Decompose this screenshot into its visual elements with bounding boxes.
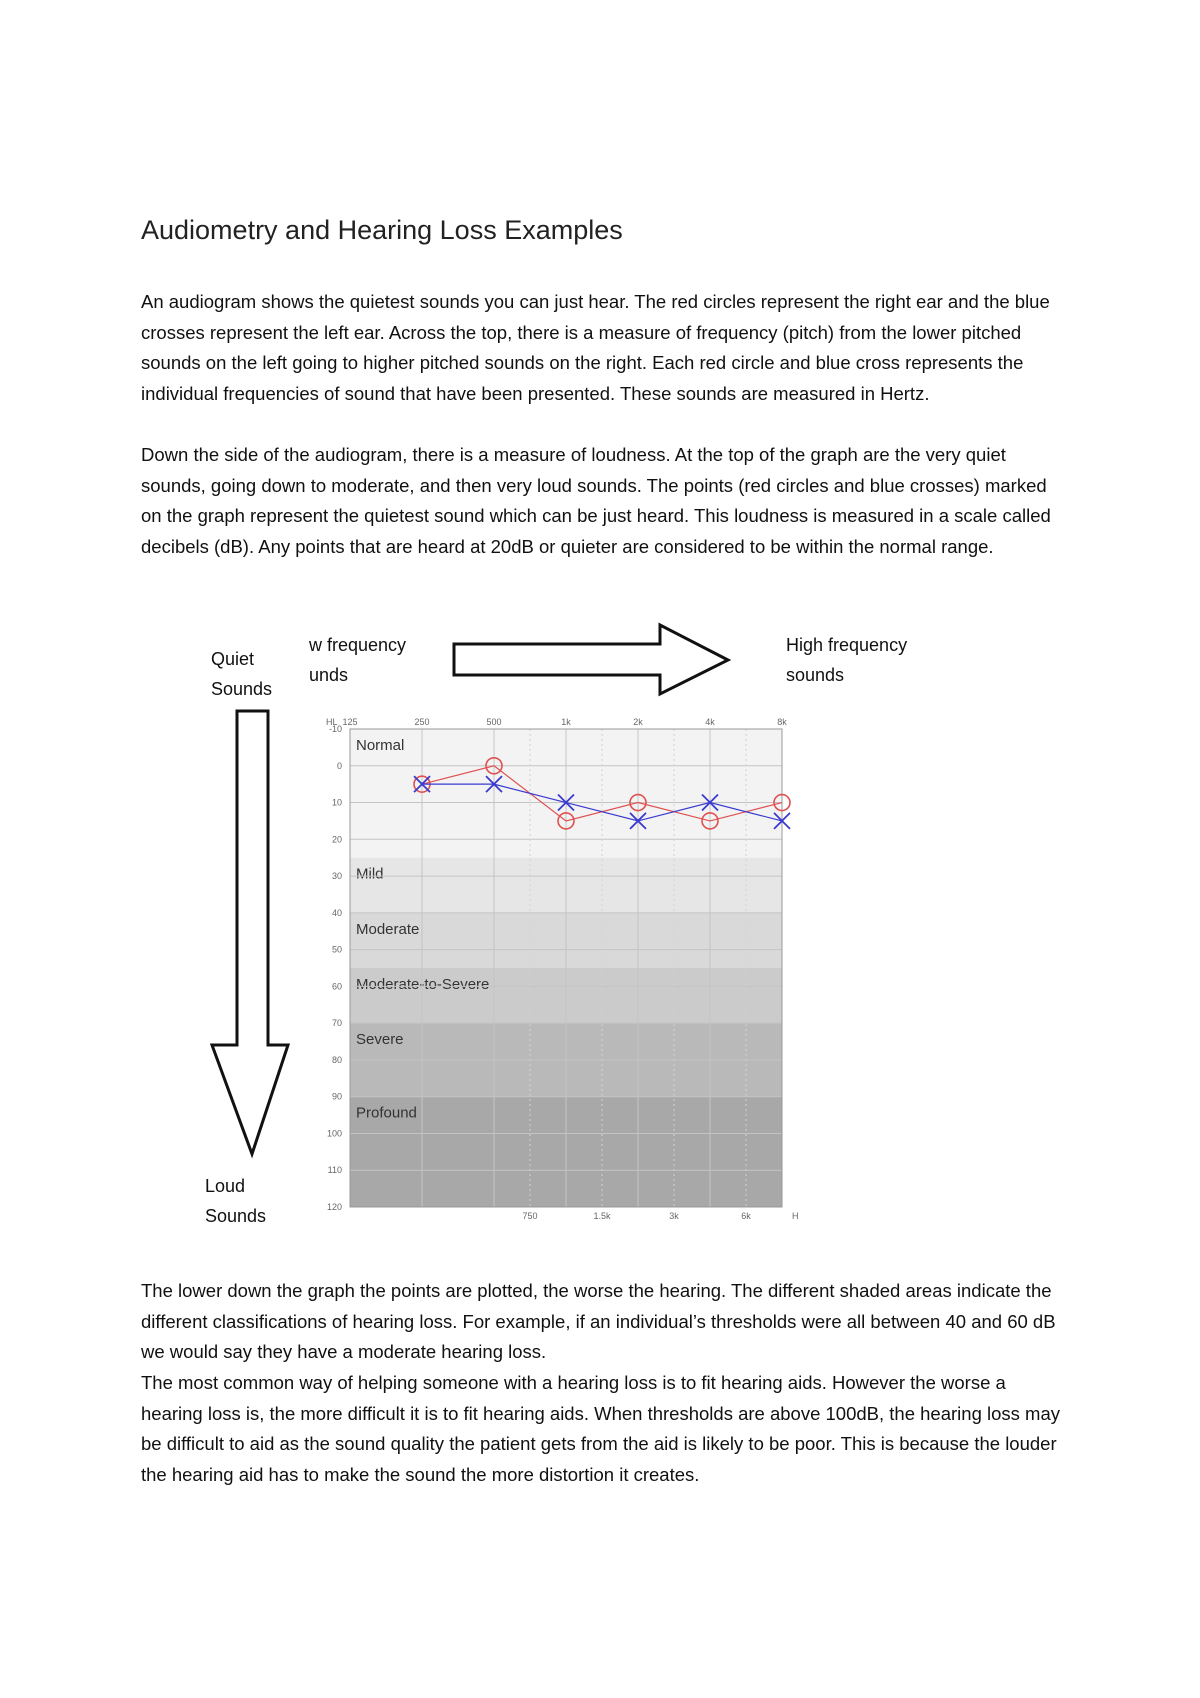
y-tick-label: 80 — [331, 1054, 342, 1065]
bottom-tick-label: 3k — [669, 1211, 679, 1221]
high-frequency-label: High frequency sounds — [786, 635, 908, 685]
bottom-tick-label: 750 — [522, 1211, 538, 1221]
y-axis-label: HL — [326, 717, 338, 727]
top-tick-label: 4k — [705, 717, 715, 727]
y-tick-label: 60 — [331, 981, 342, 992]
band-label: Mild — [356, 865, 384, 883]
audiogram-chart — [326, 717, 799, 1221]
band-label: Profound — [356, 1104, 417, 1122]
page-title: Audiometry and Hearing Loss Examples — [141, 215, 623, 245]
top-tick-label: 250 — [414, 717, 430, 727]
quiet-sounds-label: Quiet Sounds — [211, 649, 273, 699]
x-unit-label: H — [792, 1211, 799, 1221]
hearing-aids-paragraph: The most common way of helping someone with a hearing loss is to fit hearing aids. However the worse a hearing loss is, the more difficult it is to fit hearing aids. When thresholds are above 100dB, the hearing loss may be difficult to aid as the sound quality the patient gets from the aid is likely to be poor. This is because the louder the hearing aid has to make the sound the more distortion it creates. — [141, 1372, 1060, 1485]
top-tick-label: 8k — [777, 717, 787, 727]
top-tick-label: 2k — [633, 717, 643, 727]
loudness-arrow — [212, 711, 288, 1154]
y-tick-label: 20 — [331, 834, 342, 845]
y-tick-label: 90 — [331, 1091, 342, 1102]
loudness-paragraph: Down the side of the audiogram, there is a measure of loudness. At the top of the graph are the very quiet sounds, going down to moderate, and then very loud sounds. The points (red circles and blue crosses) marked on the graph represent the quietest sound which can be just heard. This loudness is measured in a scale called decibels (dB). Any points that are heard at 20dB or quieter are considered to be within the normal range. — [141, 444, 1051, 557]
bottom-tick-label: 6k — [741, 1211, 751, 1221]
y-tick-label: 40 — [331, 907, 342, 918]
band-label: Moderate-to-Severe — [356, 976, 490, 993]
frequency-arrow — [454, 625, 728, 694]
y-tick-label: 0 — [336, 760, 342, 771]
intro-paragraph: An audiogram shows the quietest sounds you can just hear. The red circles represent the right ear and the blue crosses represent the left ear. Across the top, there is a measure of frequency (pitch) from the lower pitched sounds on the left going to higher pitched sounds on the right. Each red circle and blue cross represents the individual frequencies of sound that have been presented. These sounds are measured in Hertz. — [141, 291, 1050, 404]
y-tick-label: 30 — [331, 871, 342, 882]
top-tick-label: 1k — [561, 717, 571, 727]
y-tick-label: 100 — [326, 1128, 342, 1139]
y-tick-label: -10 — [328, 724, 342, 734]
classification-paragraph: The lower down the graph the points are plotted, the worse the hearing. The different shaded areas indicate the different classifications of hearing loss. For example, if an individual’s thresholds were all between 40 and 60 dB we would say they have a moderate hearing loss. — [141, 1280, 1056, 1362]
low-frequency-label: w frequency unds — [309, 635, 407, 685]
y-tick-label: 110 — [327, 1165, 342, 1176]
bottom-tick-label: 1.5k — [593, 1211, 611, 1221]
top-tick-label: 125 — [342, 717, 358, 727]
band-label: Normal — [356, 737, 405, 754]
y-tick-label: 10 — [331, 797, 342, 808]
y-tick-label: 50 — [331, 944, 342, 955]
loud-sounds-label: Loud Sounds — [205, 1176, 267, 1226]
band-label: Severe — [356, 1031, 404, 1049]
top-tick-label: 500 — [486, 717, 502, 727]
y-tick-label: 70 — [331, 1018, 342, 1029]
band-label: Moderate — [356, 920, 420, 938]
y-tick-label: 120 — [326, 1202, 342, 1212]
